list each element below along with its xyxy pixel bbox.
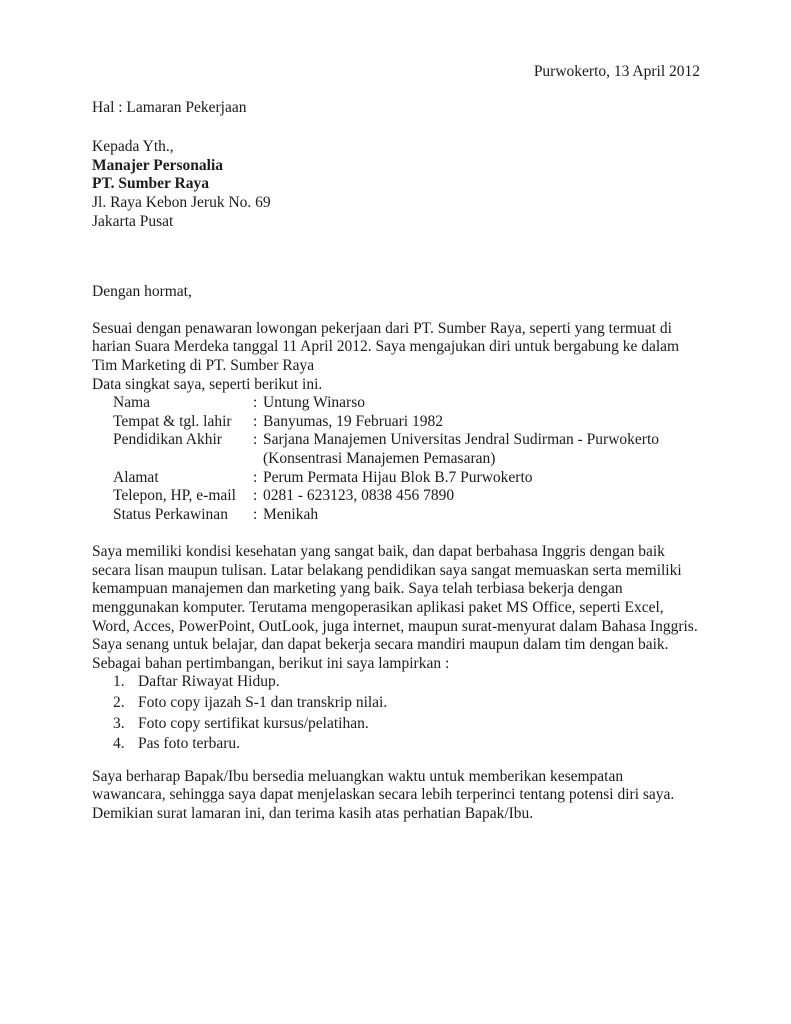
list-item [113,735,700,754]
row-label: Status Perkawinan [113,505,228,523]
row-separator: : [253,412,258,430]
opening-paragraph: Sesuai dengan penawaran lowongan pekerjaan dari PT. Sumber Raya, seperti yang termuat di harian Suara Merdeka tanggal 11 April 2012. Saya mengajukan diri untuk bergabung ke dalam Tim Marketing di PT. Sumber Raya [92,319,680,374]
row-value: 0281 - 623123, 0838 456 7890 [263,487,455,505]
row-separator: : [253,431,258,449]
row-separator: : [253,505,258,523]
recipient-company: PT. Sumber Raya [92,175,209,193]
row-separator: : [253,394,258,412]
list-item-text: Foto copy sertifikat kursus/pelatihan. [138,714,369,732]
row-separator: : [253,468,258,486]
recipient-block [92,138,700,231]
row-label: Alamat [113,468,159,486]
table-row [113,506,700,525]
row-value-line1: Sarjana Manajemen Universitas Jendral Sudirman - Purwokerto [263,431,660,449]
recipient-street: Jl. Raya Kebon Jeruk No. 69 [92,193,271,211]
row-label: Nama [113,394,151,412]
table-row [113,394,700,413]
interview-request-paragraph: Saya berharap Bapak/Ibu bersedia meluangkan waktu untuk memberikan kesempatan wawancara, sehingga saya dapat menjelaskan secara lebih terperinci tentang potensi diri saya. [92,767,675,804]
city-date-line: Purwokerto, 13 April 2012 [533,63,700,80]
row-value: Menikah [263,505,319,523]
list-item [113,673,700,692]
list-item-number: 4. [113,735,125,753]
qualifications-paragraph: Saya memiliki kondisi kesehatan yang sangat baik, dan dapat berbahasa Inggris dengan baik secara lisan maupun tulisan. Latar belakang pendidikan saya sangat memuaskan serta memiliki kemampuan manajemen dan marketing yang baik. Saya telah terbiasa bekerja dengan menggunakan komputer. Terutama mengoperasikan aplikasi paket MS Office, seperti Excel, Word, Acces, PowerPoint, OutLook, juga internet, maupun surat-menyurat dalam Bahasa Inggris. Saya senang untuk belajar, dan dapat bekerja secara mandiri maupun dalam tim dengan baik. [92,543,698,654]
row-value-line2: (Konsentrasi Manajemen Pemasaran) [263,449,496,467]
greeting-line: Dengan hormat, [92,283,192,301]
list-item-text: Daftar Riwayat Hidup. [138,673,280,691]
list-item-number: 2. [113,694,125,712]
list-item [113,715,700,734]
row-value: Banyumas, 19 Februari 1982 [263,412,443,430]
list-item-number: 3. [113,714,125,732]
table-row [113,487,700,506]
table-row [113,413,700,432]
list-item-text: Pas foto terbaru. [138,735,241,753]
attachments-list [113,673,700,753]
row-value: Untung Winarso [263,394,365,412]
attachments-intro: Sebagai bahan pertimbangan, berikut ini saya lampirkan : [92,654,450,672]
personal-data-intro: Data singkat saya, seperti berikut ini. [92,375,323,393]
recipient-salutation: Kepada Yth., [92,138,174,156]
row-label: Pendidikan Akhir [113,431,222,449]
table-row [113,431,700,468]
table-row [113,469,700,488]
row-value: Perum Permata Hijau Blok B.7 Purwokerto [263,468,533,486]
personal-data-table [113,394,700,524]
closing-paragraph: Demikian surat lamaran ini, dan terima kasih atas perhatian Bapak/Ibu. [92,805,534,822]
recipient-city: Jakarta Pusat [92,212,174,230]
row-value [263,431,700,468]
subject-line: Hal : Lamaran Pekerjaan [92,98,247,116]
list-item-number: 1. [113,673,125,691]
list-item-text: Foto copy ijazah S-1 dan transkrip nilai. [138,694,388,712]
recipient-title: Manajer Personalia [92,156,224,174]
row-separator: : [253,487,258,505]
list-item [113,694,700,713]
row-label: Tempat & tgl. lahir [113,412,232,430]
row-label: Telepon, HP, e-mail [113,487,236,505]
